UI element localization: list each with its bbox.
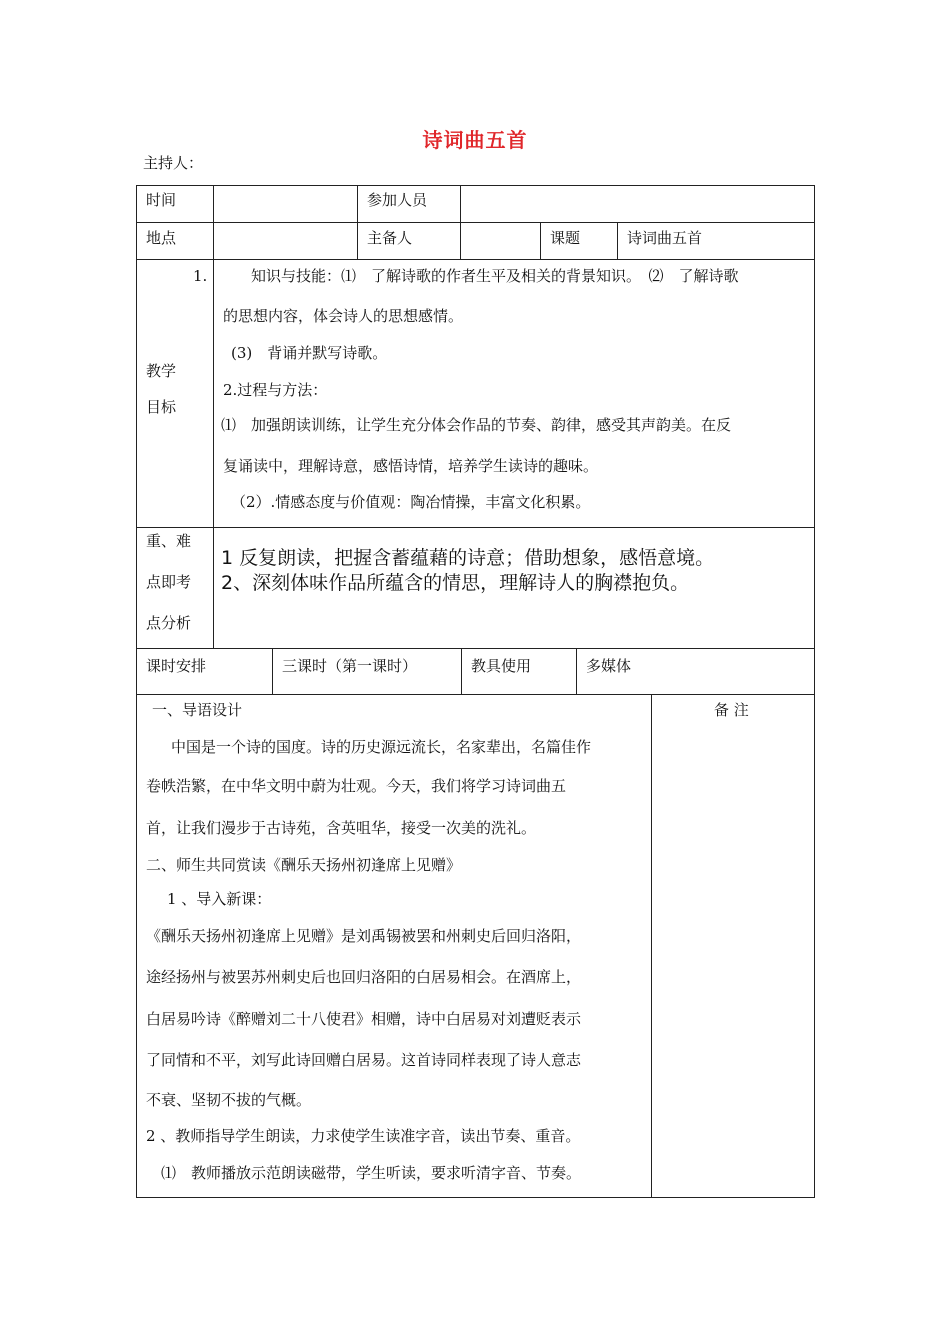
body-line: 二、师生共同赏读《酬乐天扬州初逢席上见赠》 bbox=[146, 856, 462, 874]
body-line: ⑴ 教师播放示范朗读磁带，学生听读，要求听清字音、节奏。 bbox=[161, 1164, 582, 1182]
row-divider bbox=[136, 527, 815, 528]
topic-value: 诗词曲五首 bbox=[627, 229, 703, 247]
schedule-label: 课时安排 bbox=[146, 657, 207, 675]
body-line: 白居易吟诗《醉赠刘二十八使君》相赠，诗中白居易对刘遭贬表示 bbox=[146, 1010, 582, 1028]
col-divider bbox=[576, 648, 577, 695]
col-divider bbox=[617, 222, 618, 259]
page-title: 诗词曲五首 bbox=[422, 128, 528, 152]
host-label: 主持人： bbox=[143, 154, 204, 172]
body-line: 不衰、坚韧不拔的气概。 bbox=[146, 1091, 312, 1109]
objective-line: (3) 背诵并默写诗歌。 bbox=[231, 344, 388, 362]
tools-value: 多媒体 bbox=[586, 657, 632, 675]
body-line: 《酬乐天扬州初逢席上见赠》是刘禹锡被罢和州刺史后回归洛阳， bbox=[146, 927, 582, 945]
keypoint-line: 2、深刻体味作品所蕴含的情思，理解诗人的胸襟抱负。 bbox=[221, 572, 690, 594]
schedule-value: 三课时（第一课时） bbox=[282, 657, 418, 675]
place-label: 地点 bbox=[146, 229, 177, 247]
body-line: 一、导语设计 bbox=[152, 701, 243, 719]
participants-label: 参加人员 bbox=[367, 191, 428, 209]
objective-line: 2.过程与方法： bbox=[223, 381, 328, 399]
objective-line: （2）.情感态度与价值观：陶冶情操，丰富文化积累。 bbox=[231, 493, 591, 511]
col-divider bbox=[357, 185, 358, 259]
body-line: 2 、教师指导学生朗读，力求使学生读准字音，读出节奏、重音。 bbox=[146, 1127, 581, 1145]
col-divider bbox=[213, 259, 214, 648]
body-line: 1 、导入新课： bbox=[167, 890, 272, 908]
notes-label: 备 注 bbox=[714, 701, 749, 719]
body-line: 首，让我们漫步于古诗苑，含英咀华，接受一次美的洗礼。 bbox=[146, 819, 537, 837]
time-label: 时间 bbox=[146, 191, 177, 209]
objectives-label-1: 教学 bbox=[146, 362, 177, 380]
objectives-number: 1. bbox=[193, 267, 208, 285]
col-divider bbox=[461, 648, 462, 695]
keypoints-label-1: 重、难 bbox=[146, 532, 192, 550]
objective-line: 的思想内容，体会诗人的思想感情。 bbox=[223, 307, 464, 325]
body-line: 途经扬州与被罢苏州刺史后也回归洛阳的白居易相会。在酒席上， bbox=[146, 968, 582, 986]
col-divider bbox=[540, 222, 541, 259]
body-line: 了同情和不平，刘写此诗回赠白居易。这首诗同样表现了诗人意志 bbox=[146, 1051, 582, 1069]
objective-line: ⑴ 加强朗读训练，让学生充分体会作品的节奏、韵律，感受其声韵美。在反 bbox=[221, 416, 732, 434]
objective-line: 知识与技能：⑴ 了解诗歌的作者生平及相关的背景知识。 ⑵ 了解诗歌 bbox=[251, 267, 739, 285]
col-divider bbox=[460, 185, 461, 259]
row-divider bbox=[136, 259, 815, 260]
body-line: 卷帙浩繁，在中华文明中蔚为壮观。今天，我们将学习诗词曲五 bbox=[146, 777, 567, 795]
notes-divider bbox=[651, 694, 652, 1198]
col-divider bbox=[213, 185, 214, 259]
lesson-body-table bbox=[136, 694, 815, 1198]
row-divider bbox=[136, 222, 815, 223]
header-table bbox=[136, 185, 815, 695]
objective-line: 复诵读中，理解诗意，感悟诗情，培养学生读诗的趣味。 bbox=[223, 457, 599, 475]
tools-label: 教具使用 bbox=[471, 657, 532, 675]
keypoints-label-2: 点即考 bbox=[146, 573, 192, 591]
keypoint-line: 1 反复朗读，把握含蓄蕴藉的诗意；借助想象，感悟意境。 bbox=[221, 547, 715, 569]
preparer-label: 主备人 bbox=[367, 229, 413, 247]
row-divider bbox=[136, 648, 815, 649]
keypoints-label-3: 点分析 bbox=[146, 614, 192, 632]
col-divider bbox=[272, 648, 273, 695]
topic-label: 课题 bbox=[550, 229, 581, 247]
body-line: 中国是一个诗的国度。诗的历史源远流长，名家辈出，名篇佳作 bbox=[171, 738, 592, 756]
objectives-label-2: 目标 bbox=[146, 398, 177, 416]
